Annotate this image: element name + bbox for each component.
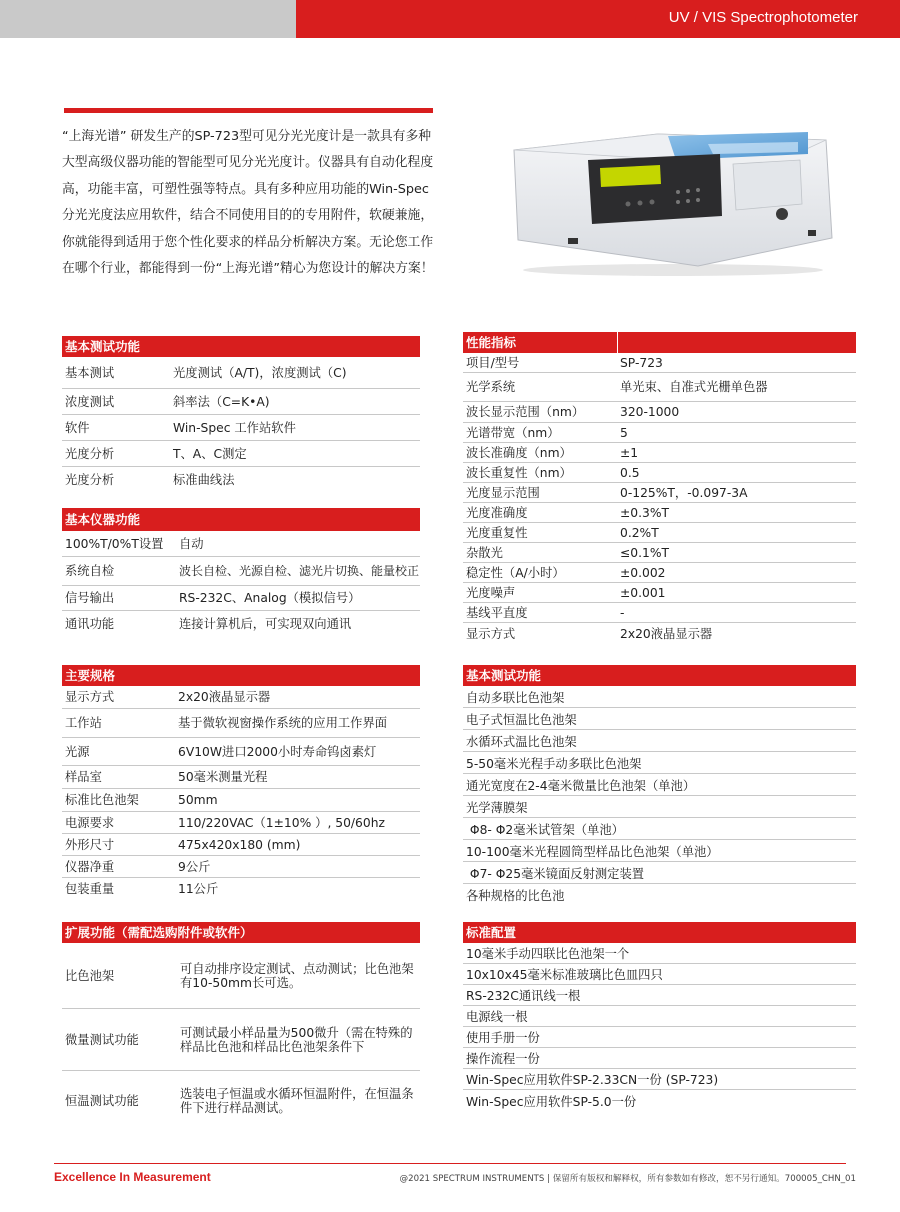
row-key: 光学系统 [466, 380, 516, 394]
row-key: 光源 [65, 744, 90, 759]
row-value: 0.2%T [620, 525, 659, 540]
table-row [62, 1009, 420, 1071]
table-row [463, 583, 856, 603]
basic-instrument-title: 基本仪器功能 [62, 508, 420, 531]
row-key: 标准比色池架 [65, 793, 139, 807]
row-value: 可自动排序设定测试、点动测试；比色池架有10-50mm长可选。 [180, 961, 414, 990]
std-config-title: 标准配置 [463, 922, 856, 943]
row-key: 仪器净重 [65, 859, 115, 874]
list-item: 5-50毫米光程手动多联比色池架 [463, 752, 856, 774]
list-item: 10毫米手动四联比色池架一个 [463, 943, 856, 964]
row-key: 微量测试功能 [65, 1032, 139, 1047]
list-item: Win-Spec应用软件SP-5.0一份 [466, 1094, 637, 1109]
list-item: 自动多联比色池架 [463, 686, 856, 708]
row-key: 工作站 [65, 716, 102, 730]
row-value: - [620, 605, 625, 620]
table-row [62, 709, 420, 738]
list-item: 光学薄膜架 [463, 796, 856, 818]
row-value: 选装电子恒温或水循环恒温附件，在恒温条件下进行样品测试。 [180, 1087, 414, 1115]
row-key: 光度分析 [65, 473, 115, 487]
row-key: 通讯功能 [65, 617, 115, 631]
table-row [62, 389, 420, 415]
ext-functions-section [62, 922, 420, 1131]
row-key: 波长准确度（nm） [466, 445, 572, 460]
row-key: 信号输出 [65, 591, 115, 605]
intro-paragraph: “上海光谱” 研发生产的SP-723型可见分光光度计是一款具有多种大型高级仪器功能的智能型可见分光光度计。仪器具有自动化程度高，功能丰富，可塑性强等特点。具有多种应用功能的Win-Spec分光光度法应用软件，结合不同使用目的的专用附件，软硬兼施，你就能得到适用于您个性化要求的样品分析解决方案。无论您工作在哪个行业，都能得到一份“上海光谱”精心为您设计的解决方案！ [62, 129, 434, 277]
row-value: 连接计算机后，可实现双向通讯 [179, 617, 352, 631]
row-key: 恒温测试功能 [65, 1094, 139, 1108]
performance-title: 性能指标 [463, 332, 618, 353]
table-row [463, 483, 856, 503]
table-row [62, 834, 420, 856]
list-item: 10-100毫米光程圆筒型样品比色池架（单池） [463, 840, 856, 862]
row-value: 2x20液晶显示器 [178, 690, 271, 704]
row-key: 光度准确度 [466, 505, 528, 520]
table-row [62, 766, 420, 789]
table-row [62, 789, 420, 812]
row-key: 光度重复性 [466, 525, 528, 540]
list-item: Φ7- Φ25毫米镜面反射测定装置 [463, 862, 856, 884]
intro-divider [64, 108, 433, 113]
footer-divider [54, 1163, 846, 1164]
row-key: 显示方式 [466, 627, 516, 641]
row-value: SP-723 [620, 355, 663, 370]
table-row [463, 623, 856, 645]
row-value: 单光束、自准式光栅单色器 [620, 380, 768, 394]
row-key: 浓度测试 [65, 394, 115, 409]
row-value: 11公斤 [178, 882, 219, 896]
list-item: Win-Spec应用软件SP-2.33CN一份 (SP-723) [463, 1069, 856, 1090]
table-row [62, 586, 420, 611]
table-row [62, 441, 420, 467]
row-key: 基线平直度 [466, 605, 528, 620]
table-row [62, 557, 420, 586]
table-row [62, 738, 420, 766]
row-key: 电源要求 [65, 815, 115, 830]
row-key: 波长显示范围（nm） [466, 405, 585, 419]
table-row [62, 467, 420, 493]
row-value: Win-Spec 工作站软件 [173, 420, 296, 435]
row-value: ±0.002 [620, 565, 666, 580]
document-title: UV / VIS Spectrophotometer [668, 9, 858, 26]
table-row [463, 463, 856, 483]
row-key: 基本测试 [65, 365, 115, 380]
footer-slogan: Excellence In Measurement [54, 1170, 211, 1184]
row-value: 9公斤 [178, 859, 211, 874]
basic-test-list-section [463, 665, 856, 906]
row-key: 软件 [65, 420, 90, 435]
table-row [62, 415, 420, 441]
row-key: 系统自检 [65, 564, 115, 578]
row-value: 可测试最小样品量为500微升（需在特殊的样品比色池和样品比色池架条件下 [180, 1025, 413, 1054]
basic-instrument-section [62, 508, 420, 637]
row-key: 样品室 [65, 770, 102, 784]
list-item: 电子式恒温比色池架 [463, 708, 856, 730]
row-value: 110/220VAC（1±10% ）, 50/60hz [178, 815, 385, 830]
table-row [463, 402, 856, 423]
row-value: T、A、C测定 [173, 446, 247, 461]
list-item: 使用手册一份 [463, 1027, 856, 1048]
table-row [62, 856, 420, 878]
table-row [463, 353, 856, 373]
row-key: 比色池架 [65, 968, 115, 983]
row-key: 光度噪声 [466, 585, 516, 600]
basic-test-section [62, 336, 420, 493]
row-value: 0-125%T，-0.097-3A [620, 485, 748, 500]
list-item: 10x10x45毫米标准玻璃比色皿四只 [463, 964, 856, 985]
table-row [463, 543, 856, 563]
row-value: 0.5 [620, 465, 640, 480]
table-row [463, 423, 856, 443]
basic-test-title: 基本测试功能 [62, 336, 420, 357]
row-key: 包装重量 [65, 882, 115, 896]
row-value: ±1 [620, 445, 639, 460]
row-value: 320-1000 [620, 405, 680, 419]
list-item: Φ8- Φ2毫米试管架（单池） [463, 818, 856, 840]
table-row [463, 563, 856, 583]
banner-grey-block [0, 0, 296, 38]
top-banner [0, 0, 900, 38]
table-row [463, 443, 856, 463]
row-key: 稳定性（A/小时） [466, 565, 565, 580]
row-key: 光谱带宽（nm） [466, 425, 560, 440]
row-value: 50mm [178, 793, 218, 807]
row-key: 杂散光 [466, 545, 503, 560]
row-key: 项目/型号 [466, 355, 520, 370]
table-row [62, 812, 420, 834]
list-item: 电源线一根 [463, 1006, 856, 1027]
row-value: ±0.3%T [620, 505, 670, 520]
table-row [463, 603, 856, 623]
table-row [463, 523, 856, 543]
row-key: 外形尺寸 [65, 837, 115, 852]
table-row [463, 503, 856, 523]
basic-test-list-title: 基本测试功能 [463, 665, 856, 686]
row-value: 光度测试（A/T)，浓度测试（C) [173, 365, 347, 380]
list-item: 操作流程一份 [463, 1048, 856, 1069]
list-item: 水循环式温比色池架 [463, 730, 856, 752]
row-value: 6V10W进口2000小时寿命钨卤素灯 [178, 744, 377, 759]
row-key: 波长重复性（nm） [466, 465, 572, 480]
performance-title-bar [463, 332, 856, 353]
list-item: 通光宽度在2-4毫米微量比色池架（单池） [463, 774, 856, 796]
row-key: 显示方式 [65, 690, 115, 704]
row-key: 光度分析 [65, 446, 115, 461]
table-row [62, 531, 420, 557]
row-key: 100%T/0%T设置 [65, 536, 164, 551]
row-key: 光度显示范围 [466, 485, 540, 500]
row-value: 基于微软视窗操作系统的应用工作界面 [178, 716, 388, 730]
main-specs-title: 主要规格 [62, 665, 420, 686]
table-row [62, 878, 420, 900]
table-row [463, 373, 856, 402]
table-row [62, 1071, 420, 1131]
table-row [62, 686, 420, 709]
row-value: ±0.001 [620, 585, 666, 600]
row-value: 50毫米测量光程 [178, 770, 268, 784]
row-value: RS-232C、Analog（模拟信号） [179, 591, 361, 605]
row-value: 2x20液晶显示器 [620, 627, 713, 641]
row-value: 波长自检、光源自检、滤光片切换、能量校正 [179, 563, 420, 578]
table-row [62, 611, 420, 637]
footer-copyright: @2021 SPECTRUM INSTRUMENTS | 保留所有版权和解释权，所有参数如有修改，恕不另行通知。700005_CHN_01 [399, 1174, 856, 1184]
row-value: 475x420x180 (mm) [178, 837, 301, 852]
table-row [62, 943, 420, 1009]
main-specs-section [62, 665, 420, 900]
row-value: 标准曲线法 [173, 473, 235, 487]
std-config-section [463, 922, 856, 1111]
row-value: ≤0.1%T [620, 545, 670, 560]
list-item: 各种规格的比色池 [466, 889, 565, 903]
list-item: RS-232C通讯线一根 [463, 985, 856, 1006]
spectrophotometer-image [508, 120, 838, 280]
table-row [62, 357, 420, 389]
row-value: 斜率法（C=K•A) [173, 394, 270, 409]
row-value: 5 [620, 425, 628, 440]
ext-functions-title: 扩展功能（需配选购附件或软件） [62, 922, 420, 943]
row-value: 自动 [179, 536, 204, 551]
performance-section [463, 332, 856, 645]
